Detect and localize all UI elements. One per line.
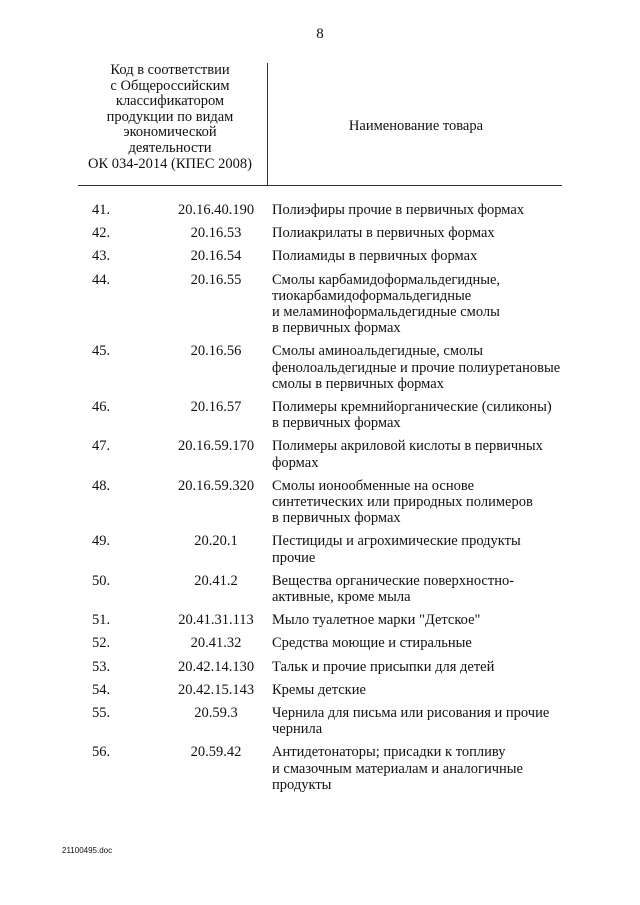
product-name-line: Пестициды и агрохимические продукты xyxy=(272,533,521,550)
row-number xyxy=(0,635,160,651)
product-name xyxy=(272,635,572,651)
table-row xyxy=(0,272,640,337)
product-name-line: Полиакрилаты в первичных формах xyxy=(272,225,495,242)
row-number xyxy=(0,248,160,264)
row-number-text: 48. xyxy=(92,477,111,494)
product-code: 20.16.40.190 xyxy=(177,202,255,218)
row-number xyxy=(0,272,160,337)
product-name-line: фенолоальдегидные и прочие полиуретановые xyxy=(272,359,561,376)
product-name-line: в первичных формах xyxy=(272,320,401,337)
product-name-line: формах xyxy=(272,454,319,471)
product-name-line: продукты xyxy=(272,776,332,793)
row-number xyxy=(0,573,160,605)
product-name xyxy=(272,682,572,698)
column-header-code xyxy=(78,63,262,172)
row-number-text: 51. xyxy=(92,612,111,629)
product-name-line: и меламиноформальдегидные смолы xyxy=(272,304,500,321)
row-number xyxy=(0,478,160,527)
table-row xyxy=(0,478,640,527)
product-name xyxy=(272,399,572,431)
row-number xyxy=(0,225,160,241)
product-name xyxy=(272,659,572,675)
row-number-text: 43. xyxy=(92,248,111,265)
product-name-line: Средства моющие и стиральные xyxy=(272,635,472,652)
table-row xyxy=(0,635,640,651)
product-code: 20.16.56 xyxy=(190,343,242,360)
table-row xyxy=(0,202,640,218)
table-row xyxy=(0,533,640,565)
product-name-line: Чернила для письма или рисования и прочие xyxy=(272,705,550,722)
product-code: 20.16.59.320 xyxy=(177,477,255,494)
header-line: экономической xyxy=(123,124,217,141)
row-number xyxy=(0,659,160,675)
product-name-line: чернила xyxy=(272,721,323,738)
product-name-line: в первичных формах xyxy=(272,510,401,527)
product-name-line: Полиэфиры прочие в первичных формах xyxy=(272,202,525,218)
table-row xyxy=(0,225,640,241)
table-row xyxy=(0,744,640,793)
table-row xyxy=(0,399,640,431)
product-name xyxy=(272,202,572,218)
product-code: 20.59.3 xyxy=(194,705,238,722)
product-name xyxy=(272,478,572,527)
product-name-line: активные, кроме мыла xyxy=(272,589,411,606)
product-code: 20.20.1 xyxy=(194,533,238,550)
header-line: деятельности xyxy=(128,139,212,156)
row-number xyxy=(0,682,160,698)
product-name xyxy=(272,705,572,737)
product-code: 20.41.32 xyxy=(190,635,242,652)
table-row xyxy=(0,248,640,264)
page-number: 8 xyxy=(316,26,324,42)
row-number-text: 41. xyxy=(92,202,111,218)
product-code: 20.41.31.113 xyxy=(178,612,254,629)
product-code: 20.16.55 xyxy=(190,271,242,288)
row-number-text: 42. xyxy=(92,225,111,242)
product-code: 20.16.59.170 xyxy=(177,438,255,455)
document-filename: 21100495.doc xyxy=(62,846,113,855)
product-name xyxy=(272,533,572,565)
row-number xyxy=(0,533,160,565)
product-name xyxy=(272,225,572,241)
product-name-line: Мыло туалетное марки "Детское" xyxy=(272,612,481,629)
header-bottom-rule xyxy=(78,185,562,186)
row-number-text: 45. xyxy=(92,343,111,360)
product-name-line: смолы в первичных формах xyxy=(272,375,444,392)
header-line: Код в соответствии xyxy=(110,62,230,78)
product-name xyxy=(272,343,572,392)
product-name-line: тиокарбамидоформальдегидные xyxy=(272,287,472,304)
product-code: 20.42.14.130 xyxy=(177,658,255,675)
row-number-text: 46. xyxy=(92,399,111,416)
product-name xyxy=(272,272,572,337)
row-number xyxy=(0,343,160,392)
row-number-text: 47. xyxy=(92,438,111,455)
table-row xyxy=(0,573,640,605)
product-code: 20.41.2 xyxy=(194,572,238,589)
header-line: с Общероссийским xyxy=(110,77,230,94)
row-number xyxy=(0,438,160,470)
product-name-line: в первичных формах xyxy=(272,415,401,432)
row-number-text: 55. xyxy=(92,705,111,722)
row-number xyxy=(0,399,160,431)
table-row xyxy=(0,343,640,392)
product-name xyxy=(272,573,572,605)
product-name-line: Полимеры кремнийорганические (силиконы) xyxy=(272,399,552,416)
header-line: продукции по видам xyxy=(106,108,234,125)
product-name-line: синтетических или природных полимеров xyxy=(272,494,533,511)
table-row xyxy=(0,612,640,628)
product-name-line: Вещества органические поверхностно- xyxy=(272,572,515,589)
row-number xyxy=(0,202,160,218)
row-number xyxy=(0,612,160,628)
product-name-line: Полиамиды в первичных формах xyxy=(272,248,478,265)
product-name-line: прочие xyxy=(272,549,316,566)
row-number xyxy=(0,705,160,737)
product-name-line: Смолы аминоальдегидные, смолы xyxy=(272,343,484,360)
product-code: 20.59.42 xyxy=(190,744,242,761)
header-line: классификатором xyxy=(115,93,225,110)
table-row xyxy=(0,659,640,675)
row-number-text: 54. xyxy=(92,681,111,698)
product-code: 20.16.53 xyxy=(190,225,242,242)
header-line: ОК 034-2014 (КПЕС 2008) xyxy=(88,155,252,172)
row-number-text: 52. xyxy=(92,635,111,652)
row-number-text: 53. xyxy=(92,658,111,675)
product-name-line: Полимеры акриловой кислоты в первичных xyxy=(272,438,543,455)
product-name xyxy=(272,438,572,470)
table-row xyxy=(0,705,640,737)
product-name-line: Смолы ионообменные на основе xyxy=(272,477,475,494)
product-code: 20.16.57 xyxy=(190,399,242,416)
product-name-line: и смазочным материалам и аналогичные xyxy=(272,760,523,777)
product-code: 20.42.15.143 xyxy=(177,681,255,698)
product-name xyxy=(272,744,572,793)
product-name-line: Смолы карбамидоформальдегидные, xyxy=(272,271,501,288)
row-number-text: 49. xyxy=(92,533,111,550)
table-row xyxy=(0,438,640,470)
row-number-text: 50. xyxy=(92,572,111,589)
product-name-line: Антидетонаторы; присадки к топливу xyxy=(272,744,506,761)
column-header-name: Наименование товара xyxy=(348,118,484,134)
product-name-line: Тальк и прочие присыпки для детей xyxy=(272,658,495,675)
product-name-line: Кремы детские xyxy=(272,681,366,698)
table-row xyxy=(0,682,640,698)
row-number-text: 44. xyxy=(92,271,111,288)
product-table-body xyxy=(0,202,640,800)
row-number xyxy=(0,744,160,793)
product-code: 20.16.54 xyxy=(190,248,242,265)
row-number-text: 56. xyxy=(92,744,111,761)
product-name xyxy=(272,612,572,628)
product-name xyxy=(272,248,572,264)
